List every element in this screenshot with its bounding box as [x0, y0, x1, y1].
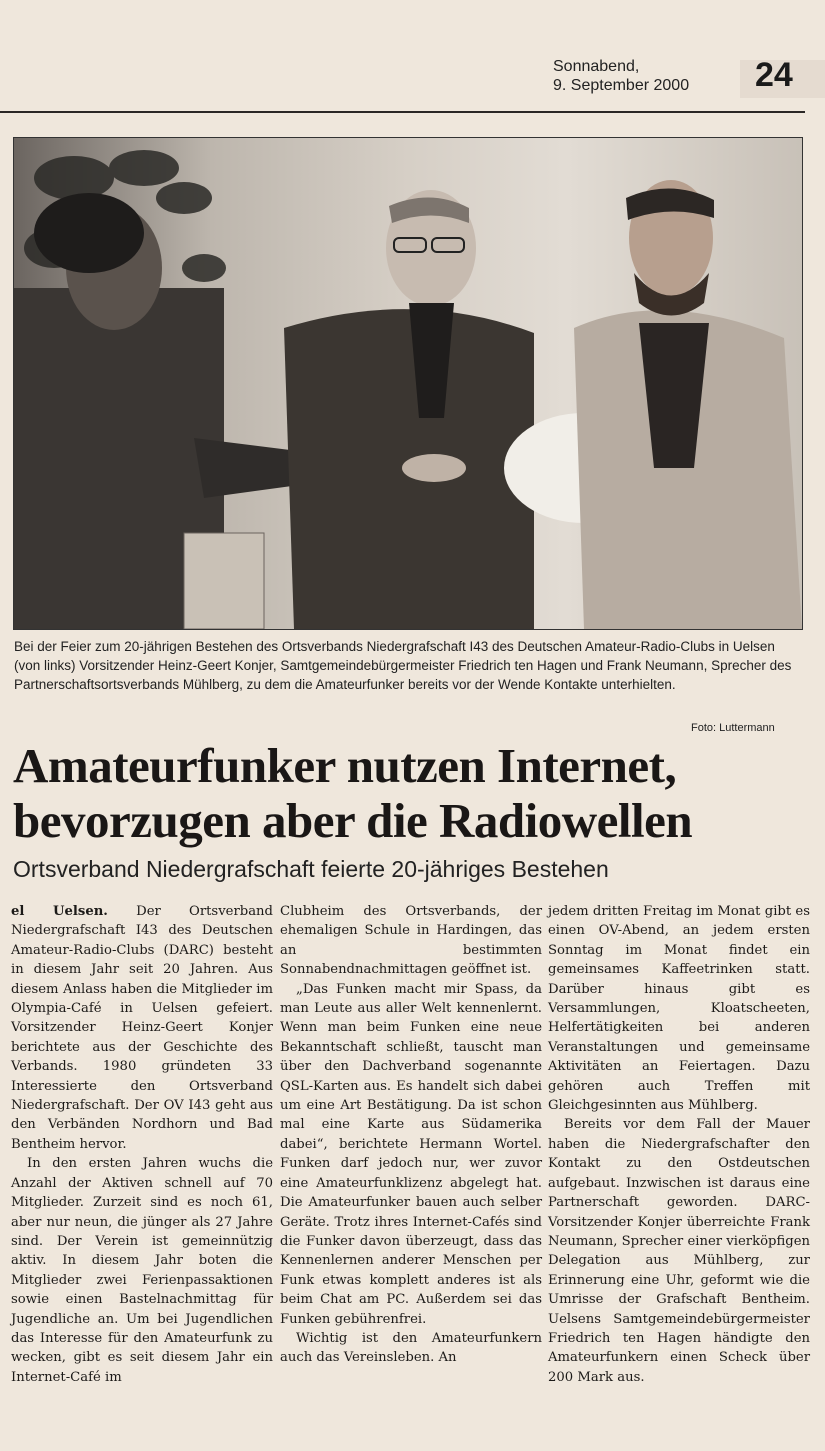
article-column-1	[11, 902, 273, 1387]
photo-credit: Foto: Luttermann	[691, 722, 775, 734]
article-column-2	[280, 902, 542, 1368]
paragraph: In den ersten Jahren wuchs die Anzahl der Aktiven schnell auf 70 Mitglieder. Zurzeit sind es noch 61, aber nur neun, die jünger als 27 Jahre sind. Der Verein ist gemeinnützig aktiv. In diesem Jahr boten die Mitglieder zwei Ferienpassaktionen sowie einen Bastelnachmittag für Jugendliche an. Um bei Jugendlichen das Interesse für den Amateurfunk zu wecken, gibt es seit diesem Jahr ein Internet-Café im	[11, 1156, 273, 1385]
photo-illustration	[14, 138, 802, 629]
issue-full-date: 9. September 2000	[553, 77, 690, 94]
page-number: 24	[755, 56, 793, 94]
article-headline	[13, 738, 813, 848]
headline-line-1: Amateurfunker nutzen Internet,	[13, 738, 677, 793]
dateline: el Uelsen.	[11, 904, 108, 919]
paragraph: „Das Funken macht mir Spass, da man Leute aus aller Welt kennenlernt. Wenn man beim Funken eine neue Bekanntschaft schließt, tauscht man über den Dachverband sogenannte QSL-Karten aus. Es handelt sich dabei um eine Art Bestätigung. Da ist schon mal eine Karte aus Südamerika dabei“, berichtete Hermann Wortel. Funken darf jedoch nur, wer zuvor eine Amateurfunklizenz abgelegt hat. Die Amateurfunker bauen auch selber Geräte. Trotz ihres Internet-Cafés sind die Funker davon überzeugt, dass das Kennenlernen anderer Menschen per Funk etwas komplett anderes ist als beim Chat am PC. Außerdem sei das Funken gebührenfrei.	[280, 981, 542, 1327]
paragraph: Clubheim des Ortsverbands, der ehemaligen Schule in Hardingen, das an bestimmten Sonnabendnachmittagen geöffnet ist.	[280, 904, 542, 978]
paragraph: Bereits vor dem Fall der Mauer haben die Niedergrafschafter den Kontakt zu den Ostdeutschen aufgebaut. Inzwischen ist daraus eine Partnerschaft geworden. DARC-Vorsitzender Konjer überreichte Frank Neumann, Sprecher einer vierköpfigen Delegation aus Mühlberg, zur Erinnerung eine Uhr, geformt wie die Umrisse der Grafschaft Bentheim. Uelsens Samtgemeindebürgermeister Friedrich ten Hagen händigte den Amateurfunkern einen Scheck über 200 Mark aus.	[548, 1117, 810, 1385]
article-column-3	[548, 902, 810, 1387]
news-photo	[13, 137, 803, 630]
paragraph	[11, 902, 273, 1154]
photo-caption: Bei der Feier zum 20-jährigen Bestehen des Ortsverbands Niedergrafschaft I43 des Deutschen Amateur-Radio-Clubs in Uelsen (von links) Vorsitzender Heinz-Geert Konjer, Samtgemeindebürgermeister Friedrich ten Hagen und Frank Neumann, Sprecher des Partnerschaftsortsverbands Mühlberg, zu dem die Amateurfunker bereits vor der Wende Kontakte unterhielten.	[14, 639, 792, 692]
article-subheadline: Ortsverband Niedergrafschaft feierte 20-jähriges Bestehen	[13, 856, 609, 882]
issue-date	[553, 57, 689, 95]
headline-line-2: bevorzugen aber die Radiowellen	[13, 793, 693, 848]
paragraph: Wichtig ist den Amateurfunkern auch das Vereinsleben. An	[280, 1330, 542, 1366]
paragraph: jedem dritten Freitag im Monat gibt es einen OV-Abend, an jedem ersten Sonntag im Monat findet ein gemeinsames Kaffeetrinken statt. Darüber hinaus gibt es Versammlungen, Kloatscheeten, Helfertätigkeiten bei anderen Veranstaltungen und gemeinsame Aktivitäten an Feiertagen. Dazu gehören auch Treffen mit Gleichgesinnten aus Mühlberg.	[548, 904, 810, 1114]
paragraph-text: Der Ortsverband Niedergrafschaft I43 des Deutschen Amateur-Radio-Clubs (DARC) besteht in diesem Jahr seit 20 Jahren. Aus diesem Anlass haben die Mitglieder im Olympia-Café in Uelsen gefeiert. Vorsitzender Heinz-Geert Konjer berichtete aus der Geschichte des Verbands. 1980 gründeten 33 Interessierte den Ortsverband Niedergrafschaft. Der OV I43 geht aus den Verbänden Nordhorn und Bad Bentheim hervor.	[11, 904, 273, 1152]
issue-day: Sonnabend,	[553, 58, 640, 75]
header-rule	[0, 111, 805, 113]
